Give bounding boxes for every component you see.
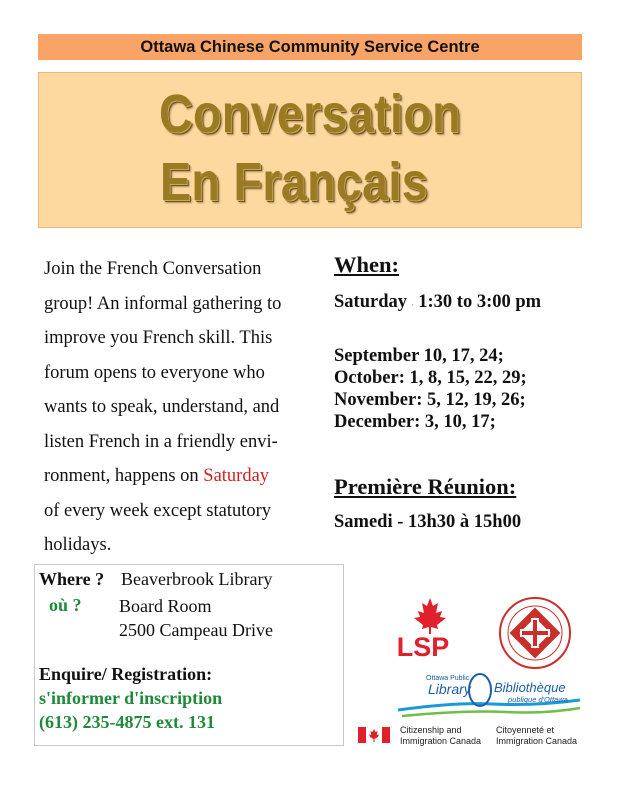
date-row: September 10, 17, 24; (334, 346, 504, 366)
intro-line: group! An informal gathering to (44, 293, 282, 314)
venue-name: Beaverbrook Library (121, 569, 273, 589)
enquire-label-fr: s'informer d'inscription (39, 688, 223, 708)
room-name: Board Room (119, 596, 212, 616)
when-time: 1:30 to 3:00 pm (418, 292, 542, 312)
opl-biblio-text: Bibliothèque (494, 680, 566, 695)
cic-en-line1: Citizenship and (400, 725, 462, 735)
dates-list (334, 345, 527, 433)
phone-number: (613) 235-4875 ext. 131 (39, 712, 215, 732)
intro-line: Join the French Conversation (44, 259, 262, 279)
opl-publique-text: publique d'Ottawa (508, 695, 568, 704)
lsp-text: LSP (396, 632, 450, 660)
title-line-2: En Français (160, 152, 428, 212)
opl-library-text: Library (428, 681, 471, 697)
where-label: Where ? (39, 569, 105, 589)
when-day: Saturday (334, 292, 407, 312)
date-row: October: 1, 8, 15, 22, 29; (334, 368, 527, 388)
title-box (38, 72, 582, 228)
cic-signature (358, 722, 588, 752)
intro-line: improve you French skill. This (44, 328, 273, 348)
location-box (34, 564, 344, 746)
cic-en-line2: Immigration Canada (400, 736, 482, 746)
title-line-1: Conversation (159, 84, 461, 144)
opl-small-text: Ottawa Public (426, 675, 470, 682)
maple-leaf-icon (414, 598, 446, 634)
date-row: December: 3, 10, 17; (334, 412, 496, 432)
intro-line: wants to speak, understand, and (44, 397, 280, 417)
venue-address: 2500 Campeau Drive (119, 620, 273, 640)
separator-dot: . (411, 298, 414, 308)
date-row: November: 5, 12, 19, 26; (334, 390, 526, 410)
cic-fr-line1: Citoyenneté et (496, 725, 555, 735)
canada-flag-icon (358, 727, 390, 743)
intro-line: forum opens to everyone who (44, 362, 265, 383)
where-label-fr: où ? (49, 595, 82, 615)
intro-line (44, 459, 332, 494)
organization-banner (38, 34, 582, 60)
intro-line: of every week except statutory (44, 500, 272, 521)
intro-line: holidays. (44, 535, 112, 555)
cic-fr-line2: Immigration Canada (496, 736, 578, 746)
intro-line-text: ronment, happens on (44, 466, 204, 486)
reunion-heading: Première Réunion: (334, 474, 517, 499)
reunion-time: Samedi - 13h30 à 15h00 (334, 512, 522, 532)
organization-name: Ottawa Chinese Community Service Centre (140, 37, 480, 56)
community-centre-seal (498, 596, 572, 670)
saturday-highlight: Saturday (203, 466, 270, 486)
intro-paragraph (44, 252, 332, 563)
lsp-logo (390, 594, 456, 660)
when-heading: When: (334, 252, 400, 277)
enquire-label: Enquire/ Registration: (39, 664, 213, 684)
when-schedule (334, 292, 541, 313)
ottawa-public-library-logo (396, 670, 582, 722)
intro-line: listen French in a friendly envi- (44, 431, 278, 452)
